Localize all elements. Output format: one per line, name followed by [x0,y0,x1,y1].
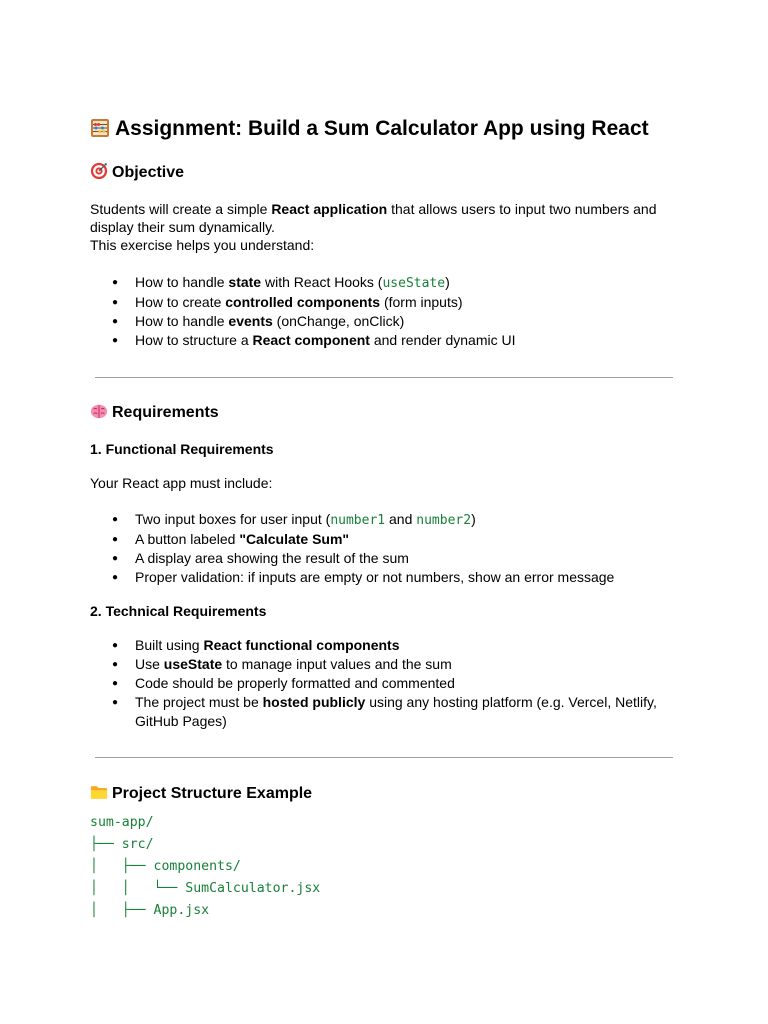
text-span: Use [135,656,164,672]
text-span: The project must be [135,694,263,710]
text-span: A display area showing the result of the sum [135,550,409,566]
bold-text: React functional components [203,637,400,653]
bold-text: React component [252,332,370,348]
objective-list [90,273,670,350]
bold-text: React application [271,201,388,217]
list-item [90,273,670,293]
objective-paragraph [90,200,670,254]
target-icon [90,162,108,180]
text-span: Two input boxes for user input ( [135,511,331,527]
text-span: A button labeled [135,531,240,547]
inline-code: number2 [416,513,472,528]
section-divider [95,757,673,758]
text-span: ) [445,274,450,290]
objective-heading [90,162,184,184]
bold-text: events [228,313,273,329]
list-item [90,693,670,731]
text-span: How to create [135,294,226,310]
list-item [90,674,670,693]
list-item [90,655,670,674]
inline-code: number1 [330,513,386,528]
bold-text: "Calculate Sum" [239,531,350,547]
functional-requirements-heading: 1. Functional Requirements [90,441,274,457]
technical-requirements-heading: 2. Technical Requirements [90,603,267,619]
project-structure-heading [90,783,312,805]
text-span: How to structure a [135,332,253,348]
text-span: that allows users to input two numbers and display their sum dynamically. [90,201,657,235]
text-span: Students will create a simple [90,201,272,217]
text-span: using any hosting platform (e.g. Vercel, Netlify, GitHub Pages) [135,694,657,729]
tree-line: │ │ └── SumCalculator.jsx [90,881,321,896]
text-span: How to handle [135,274,229,290]
text-span: This exercise helps you understand: [90,237,315,253]
page-title-text: Assignment: Build a Sum Calculator App using React [115,117,649,140]
page-title [90,114,649,144]
text-span: with React Hooks ( [261,274,383,290]
requirements-heading-text: Requirements [112,404,219,421]
bold-text: state [228,274,262,290]
list-item [90,568,670,587]
bold-text: hosted publicly [262,694,366,710]
text-span: and render dynamic UI [369,332,516,348]
list-item [90,549,670,568]
tree-line: ├── src/ [90,837,154,852]
abacus-icon [90,118,110,138]
bold-text: useState [163,656,223,672]
bold-text: controlled components [225,294,381,310]
text-span: Code should be properly formatted and commented [135,675,455,691]
functional-intro: Your React app must include: [90,475,273,491]
text-span: ) [471,511,476,527]
functional-list [90,510,670,587]
technical-list [90,636,670,731]
text-span: to manage input values and the sum [222,656,452,672]
list-item [90,530,670,549]
folder-icon [90,783,108,801]
text-span: Proper validation: if inputs are empty or not numbers, show an error message [135,569,615,585]
tree-line: │ ├── components/ [90,859,241,874]
requirements-heading [90,402,219,424]
section-divider [95,377,673,378]
text-span: (form inputs) [380,294,463,310]
inline-code: useState [382,276,446,291]
text-span: How to handle [135,313,229,329]
list-item [90,636,670,655]
project-structure-tree [90,812,320,922]
list-item [90,510,670,530]
list-item [90,293,670,312]
project-structure-heading-text: Project Structure Example [112,785,313,802]
list-item [90,312,670,331]
list-item [90,331,670,350]
brain-icon [90,402,108,420]
tree-line: sum-app/ [90,815,154,830]
text-span: Built using [135,637,204,653]
objective-heading-text: Objective [112,164,185,181]
text-span: and [385,511,417,527]
text-span: (onChange, onClick) [272,313,405,329]
tree-line: │ ├── App.jsx [90,903,210,918]
